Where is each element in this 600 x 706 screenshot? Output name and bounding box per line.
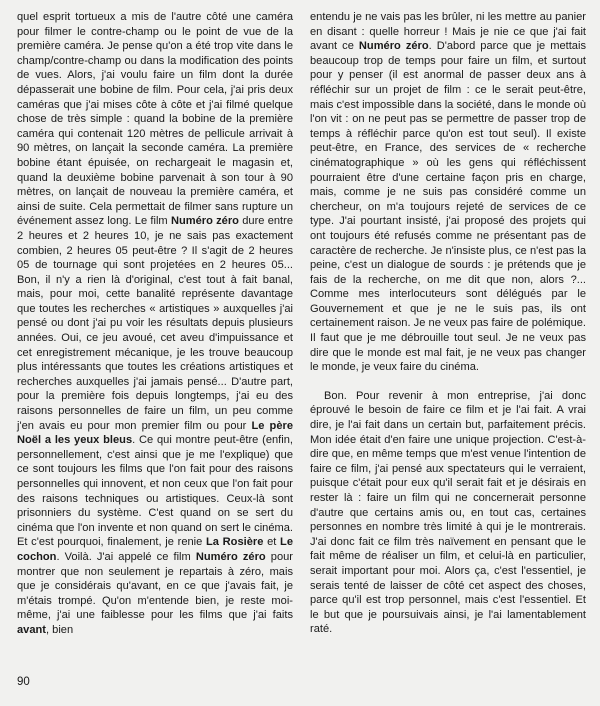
film-title: Le cochon — [17, 536, 293, 563]
text-run: entendu je ne vais pas les brûler, ni les mettre au panier en disant : quelle horreur ! Mais je nie ce que j'ai fait avant ce — [310, 11, 586, 53]
text-run: dure entre 2 heures et 2 heures 10, je ne sais pas exactement combien, 2 heures 05 peut-être ? Il s'agit de 2 heures 05 de tournage qui sont projetées en 2 heures 05... Bon, il n'y a rien là d'original, c'est tout à fait banal, mais, pour moi, cette banalité représente davantage que toutes les recherches « artistiques » auxquelles j'ai pensé ou dont j'ai pu voir les résultats depuis plusieurs années. Oui, ce jeu avoué, cet aveu d'impuissance et cet enregistrement mécanique, je les trouve beaucoup plus intéressants que toutes les créations artistiques et recherches auxquelles j'ai jamais pensé... D'autre part, pour la première fois depuis longtemps, j'ai eu des raisons personnelles de faire un film, un peu comme j'en avais eu pour mon premier film ou pour — [17, 215, 294, 432]
text-run: et — [263, 536, 281, 549]
text-run: pour montrer que non seulement je repartais à zéro, mais que je considérais qu'avant, en ce que j'avais fait, je m'étais trompé. Qu'on m'entende bien, je reste moi-même, j'ai une faiblesse pour les films que j'ai faits — [17, 550, 293, 622]
text-run: . Ce qui montre peut-être (enfin, personnellement, c'est ainsi que je me l'explique) que ce sont toujours les films que l'on fait pour des raisons personnelles qui innovent, et non ceux que l'on fait pour des raisons techniques ou artistiques. Ceux-là sont prisonniers du système. C'est quand on se sert du cinéma que l'on invente et non quand on sert le cinéma. Et c'est pourquoi, finalement, je renie — [17, 434, 293, 549]
two-column-layout — [17, 10, 586, 638]
film-title: Numéro zéro — [195, 550, 266, 563]
film-title: Le père Noël a les yeux bleus — [17, 419, 293, 447]
right-paragraph-2 — [310, 389, 586, 637]
film-title: avant — [17, 623, 46, 636]
text-run: . Voilà. J'ai appelé ce film — [56, 550, 196, 563]
text-run: , bien — [45, 623, 74, 636]
left-column — [17, 10, 293, 638]
film-title: Numéro zéro — [170, 215, 239, 228]
film-title: Numéro zéro — [358, 40, 429, 53]
film-title: La Rosière — [206, 536, 264, 549]
text-run: quel esprit tortueux a mis de l'autre côté une caméra pour filmer le contre-champ ou le point de vue de la première caméra. Je pense qu'on a été trop vite dans le champ/contre-champ ou dans la modification des points de vues. Alors, j'ai voulu faire un film dont la durée dépasserait une bobine de film. Pour cela, j'ai pris deux caméras que j'ai mises côte à côte et j'ai filmé quelque chose de très simple : quand la bobine de la première caméra qui contenait 120 mètres de pellicule arrivait à 90 mètres, on lançait la seconde caméra. La première bobine étant épuisée, on rechargeait le magasin et, quand la deuxième bobine parvenait à son tour à 90 mètres, on lançait de nouveau la première caméra, et ainsi de suite. Cela permettait de filmer sans rupture un événement assez long. Le film — [17, 11, 293, 228]
page-number: 90 — [17, 676, 30, 688]
text-run: . D'abord parce que je mettais beaucoup trop de temps pour faire un film, et surtout pour y penser (il est anormal de passer deux ans à réfléchir sur un projet de film : ce le serait peut-être, mais c'est impossible dans la société, dans le monde où l'on vit : on ne peut pas se permettre de passer trop de temps à réfléchir parce qu'on est tout seul). Il existe peut-être, en France, des services de « recherche cinématographique » où les gens qui réfléchissent pourraient être d'une certaine façon pris en charge, mais, comme je ne suis pas considéré comme un chercheur, on m'a toujours rejeté de services de ce type. J'ai pourtant insisté, j'ai proposé des projets qui ont toujours été refusés comme ne présentant pas de caractère de recherche. Je n'insiste plus, ce n'est pas la peine, c'est un dialogue de sourds : je prétends que je fais de la recherche, on me dit que non, alors ?... Comme mes interlocuteurs sont délégués par le Gouvernement et que je ne le suis pas, ils ont certainement raison. Je ne veux pas faire de polémique. Il faut que je me débrouille tout seul. Je ne veux pas dire que le monde est mal fait, je ne veux pas changer le monde, je veux faire du cinéma. — [310, 40, 586, 374]
text-run: Bon. Pour revenir à mon entreprise, j'ai donc éprouvé le besoin de faire ce film et je l'ai fait. A vrai dire, je l'ai fait dans un certain but, parfaitement précis. Mon idée était d'en faire une unique projection. C'est-à-dire que, en même temps que m'est venue l'intention de faire ce film, j'ai pensé aux spectateurs qui le verraient, puisque c'était pour eux qu'il serait fait et je désirais en rester là : faire un film qui ne concernerait personne d'autre que certains amis ou, en tout cas, certaines personnes en nombre très limité à qui je le montrerais. J'ai donc fait ce film très naïvement en pensant que le fait même de réaliser un film, et celui-là en particulier, serait important pour moi. Alors ça, c'est l'essentiel, je serais tenté de laisser de côté cet aspect des choses, parce qu'il est trop personnel, mais c'est l'essentiel. Et le but que je poursuivais ainsi, je l'ai lamentablement raté. — [310, 389, 586, 636]
right-paragraph-1 — [310, 10, 586, 375]
right-column — [310, 10, 586, 638]
left-paragraph — [17, 10, 293, 638]
